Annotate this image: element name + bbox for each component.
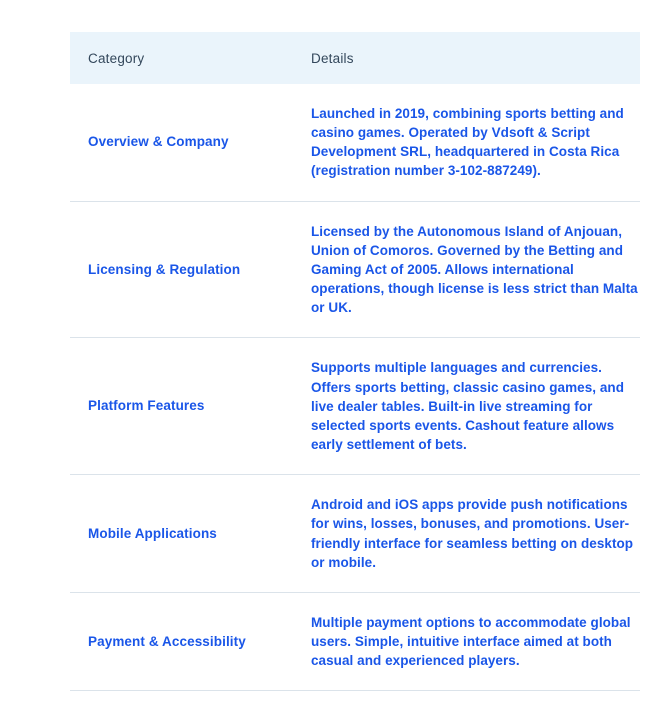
cell-category: Licensing & Regulation [70,201,293,338]
cell-category: Mobile Applications [70,475,293,593]
cell-details: Launched in 2019, combining sports betting and casino games. Operated by Vdsoft & Script Development SRL, headquartered in Costa Rica (registration number 3-102-887249). [293,84,640,201]
table-row [70,84,640,201]
column-header-details: Details [311,51,354,66]
cell-details: Licensed by the Autonomous Island of Anjouan, Union of Comoros. Governed by the Betting and Gaming Act of 2005. Allows international operations, though license is less strict than Malta or UK. [293,201,640,338]
cell-details: Android and iOS apps provide push notifications for wins, losses, bonuses, and promotions. User-friendly interface for seamless betting on desktop or mobile. [293,475,640,593]
table-header-row [70,32,640,84]
info-table-container [70,32,638,691]
info-table [70,32,640,691]
table-row [70,338,640,475]
cell-category: Overview & Company [70,84,293,201]
column-header-category: Category [88,51,145,66]
table-row [70,592,640,690]
table-row [70,201,640,338]
cell-category: Payment & Accessibility [70,592,293,690]
cell-category: Platform Features [70,338,293,475]
cell-details: Supports multiple languages and currencies. Offers sports betting, classic casino games, and live dealer tables. Built-in live streaming for selected sports events. Cashout feature allows early settlement of bets. [293,338,640,475]
table-header [70,32,640,84]
table-body [70,84,640,691]
cell-details: Multiple payment options to accommodate global users. Simple, intuitive interface aimed at both casual and experienced players. [293,592,640,690]
table-row [70,475,640,593]
